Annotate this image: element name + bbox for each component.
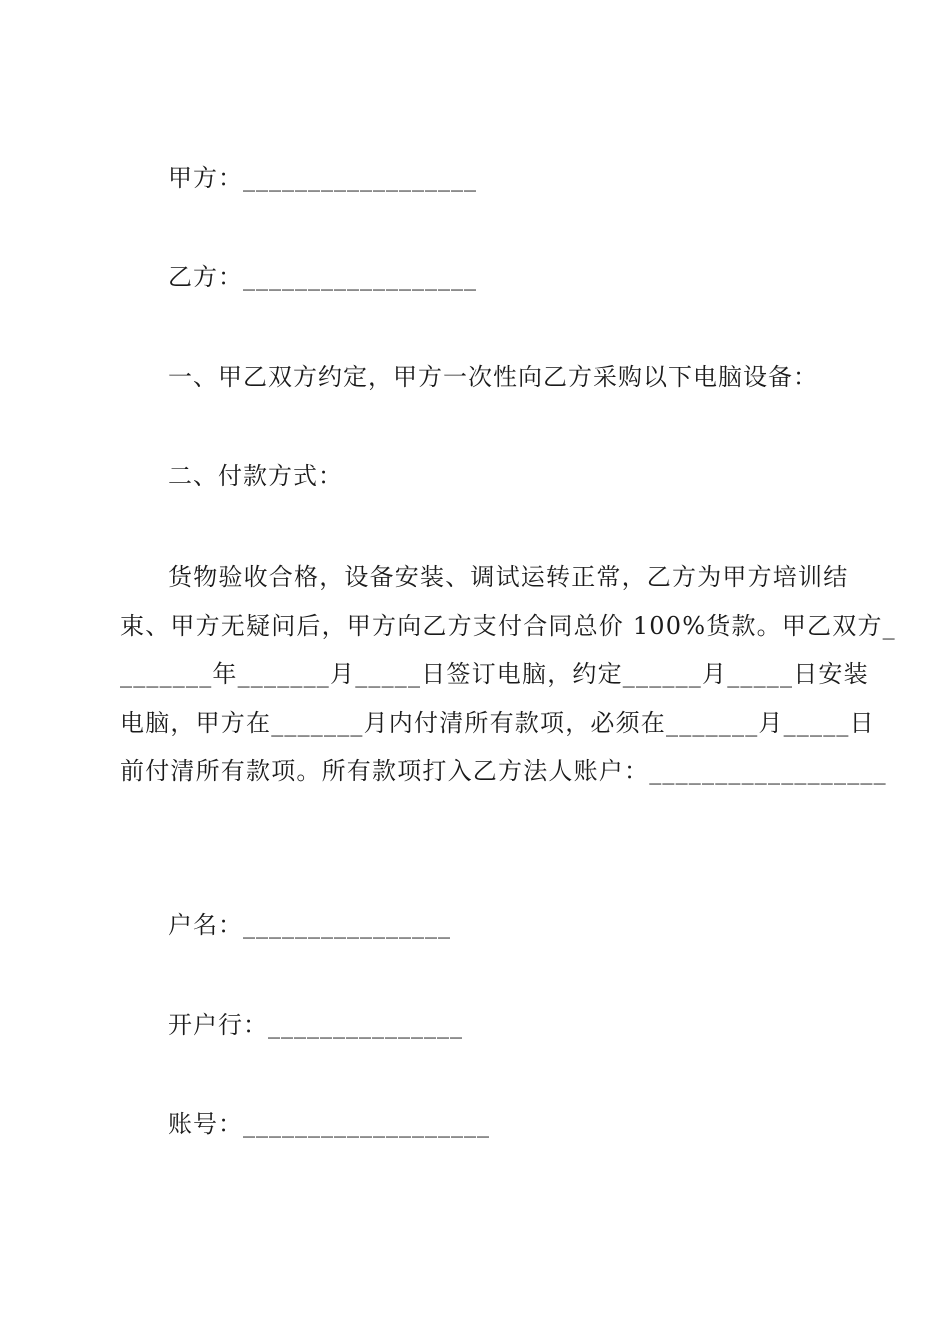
payment-line-2: 束、甲方无疑问后，甲方向乙方支付合同总价 100%货款。甲乙双方_ — [120, 611, 896, 640]
party-a-blank[interactable]: __________________ — [243, 164, 477, 192]
party-b-label: 乙方： — [168, 263, 243, 291]
clause-1: 一、甲乙双方约定，甲方一次性向乙方采购以下电脑设备： — [168, 363, 818, 391]
bank-line — [168, 1010, 463, 1040]
bank-label: 开户行： — [168, 1011, 268, 1039]
payment-line-4: 电脑，甲方在_______月内付清所有款项，必须在_______月_____日 — [120, 708, 875, 737]
account-number-blank[interactable]: ___________________ — [243, 1110, 490, 1138]
account-name-line — [168, 910, 451, 940]
account-number-label: 账号： — [168, 1110, 243, 1138]
account-number-line — [168, 1109, 490, 1139]
clause-2: 二、付款方式： — [168, 462, 343, 490]
payment-paragraph — [120, 553, 896, 796]
party-b-blank[interactable]: __________________ — [243, 263, 477, 291]
payment-line-5: 前付清所有款项。所有款项打入乙方法人账户：__________________ — [120, 757, 887, 785]
payment-line-3: _______年_______月_____日签订电脑，约定______月_____日安装 — [120, 660, 869, 688]
bank-blank[interactable]: _______________ — [268, 1011, 463, 1039]
party-b-line — [168, 262, 477, 292]
account-name-label: 户名： — [168, 911, 243, 939]
party-a-line — [168, 163, 477, 193]
account-name-blank[interactable]: ________________ — [243, 911, 451, 939]
party-a-label: 甲方： — [168, 164, 243, 192]
payment-line-1: 货物验收合格，设备安装、调试运转正常，乙方为甲方培训结 — [168, 563, 849, 591]
